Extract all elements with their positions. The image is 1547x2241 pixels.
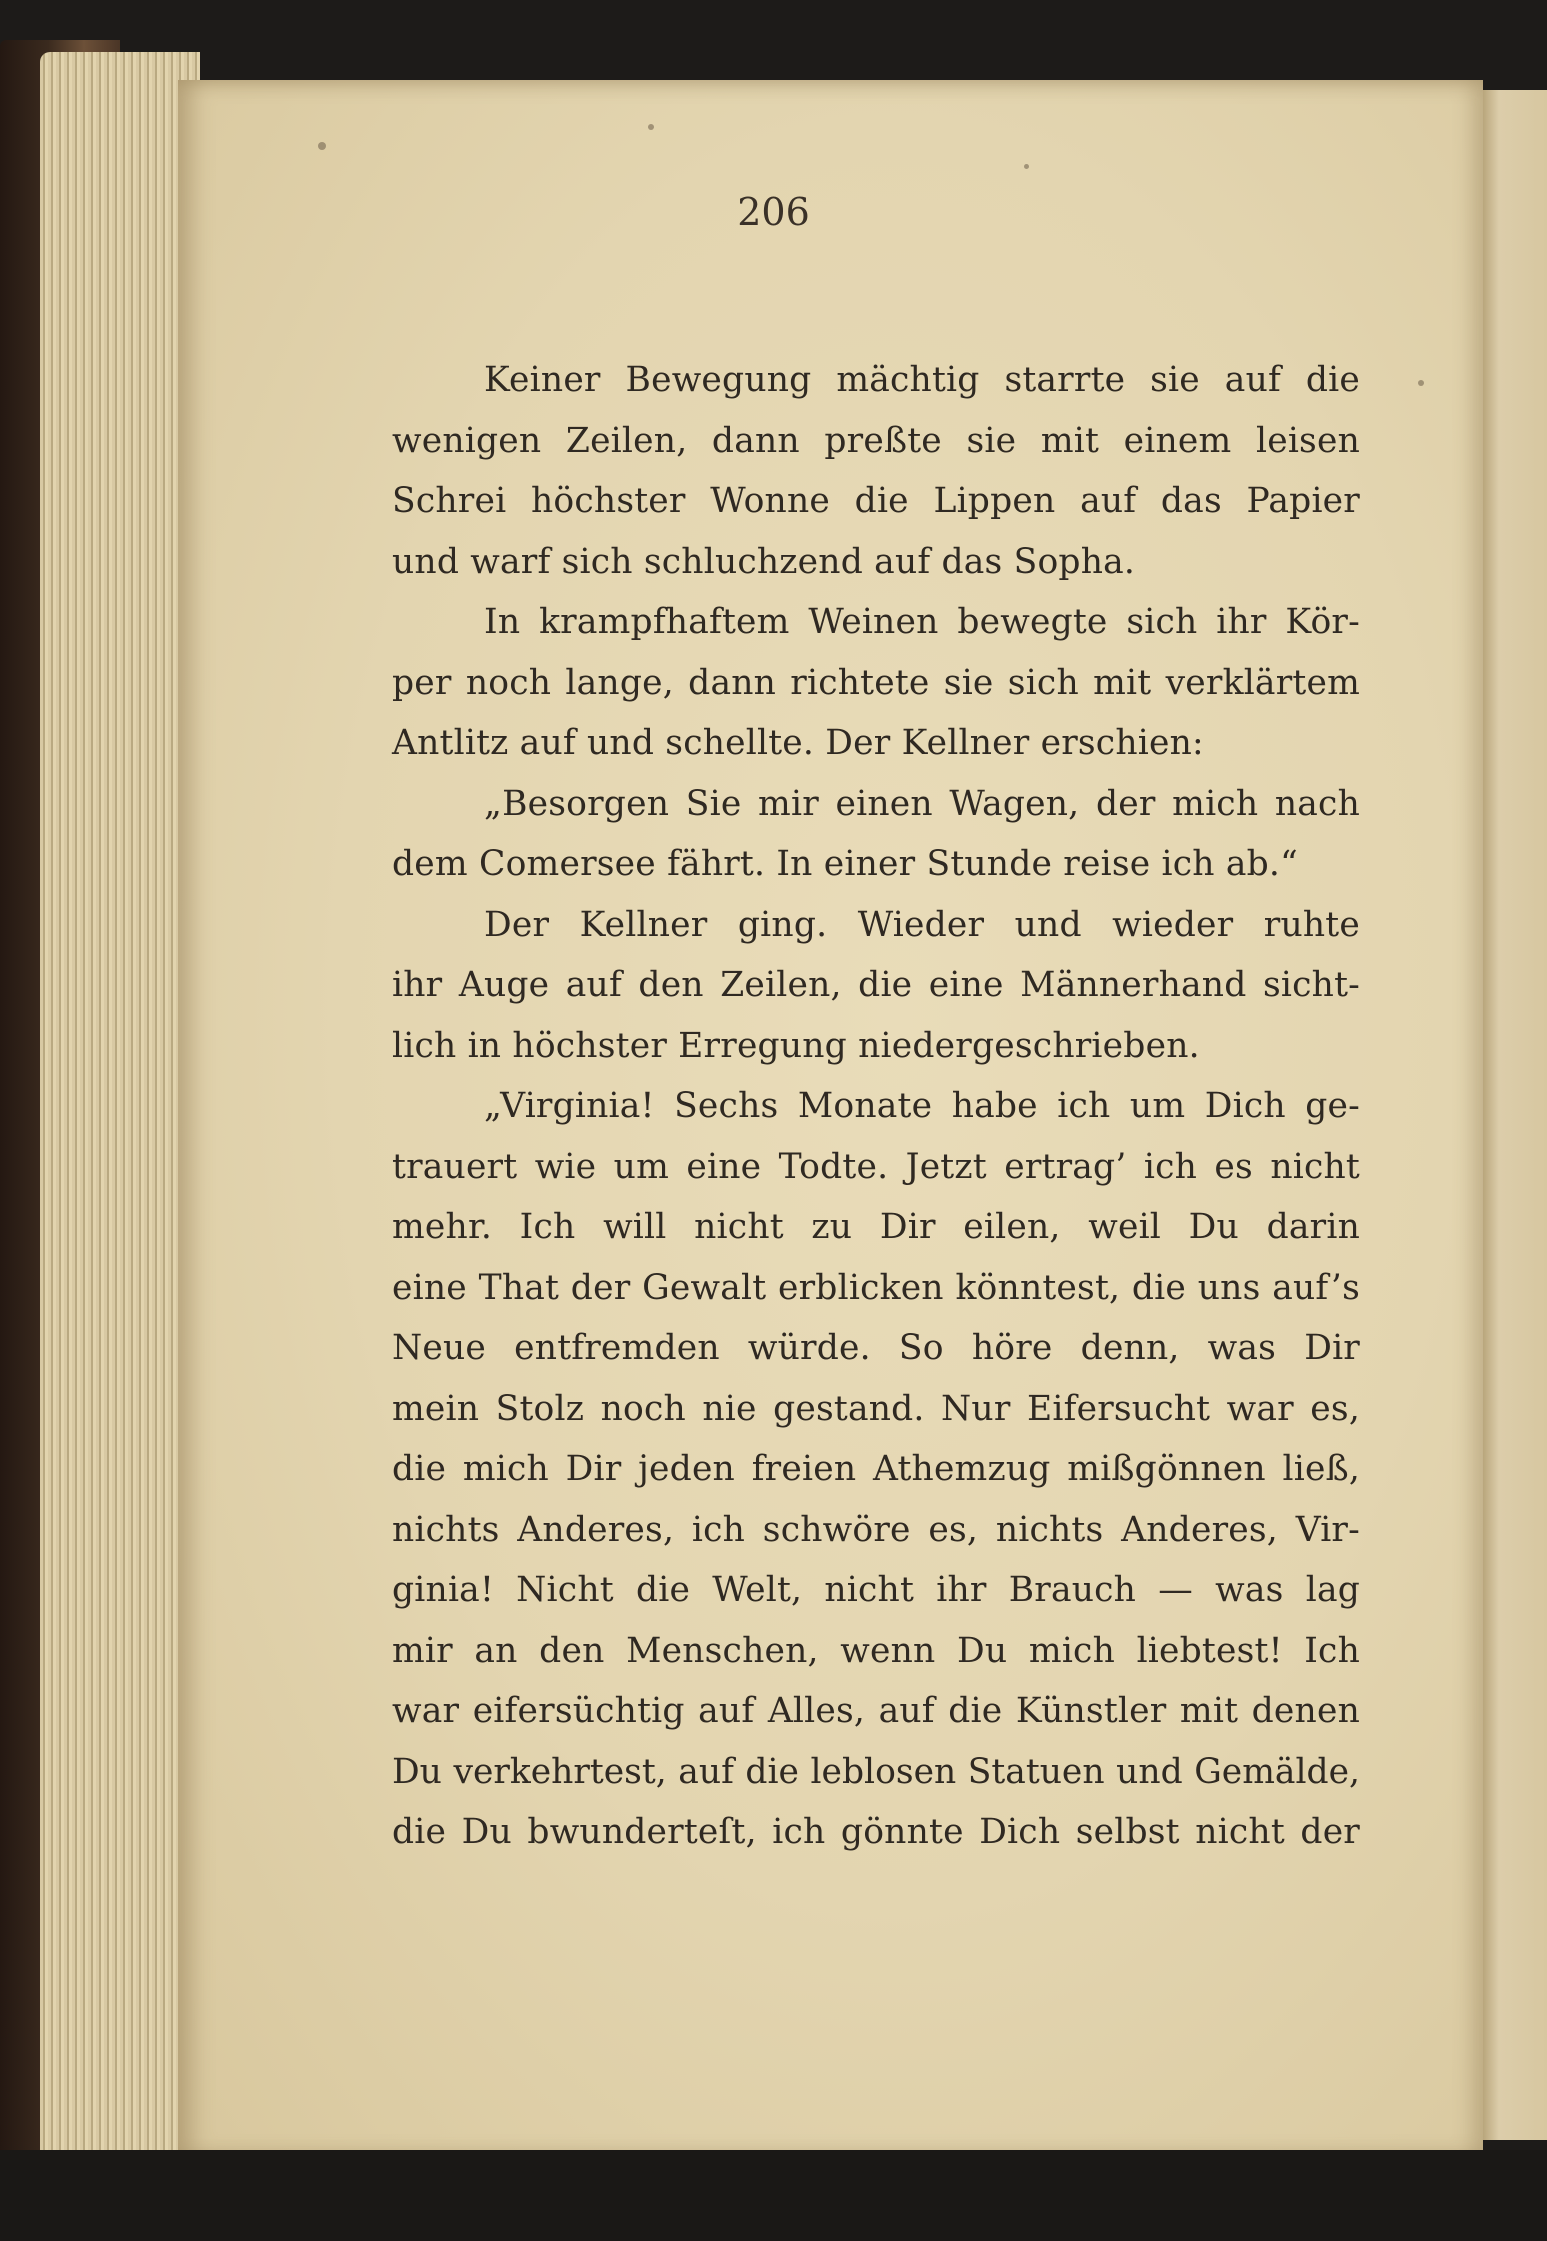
text-line: per noch lange, dann richtete sie sich mit verklärtem [392, 662, 1360, 703]
facing-page-edge [1483, 90, 1547, 2140]
text-line: wenigen Zeilen, dann preßte sie mit einem leisen [392, 420, 1360, 461]
text-line: mein Stolz noch nie gestand. Nur Eifersucht war es, [392, 1388, 1360, 1429]
text-line: Schrei höchster Wonne die Lippen auf das Papier [392, 481, 1360, 521]
text-line: ihr Auge auf den Zeilen, die eine Männerhand sicht- [392, 965, 1360, 1005]
text-line: Neue entfremden würde. So höre denn, was Dir [392, 1328, 1360, 1368]
text-line: „Besorgen Sie mir einen Wagen, der mich nach [484, 783, 1360, 824]
text-line: Antlitz auf und schellte. Der Kellner erschien: [392, 723, 1204, 763]
text-line: mehr. Ich will nicht zu Dir eilen, weil Du darin [392, 1207, 1360, 1247]
text-line: Keiner Bewegung mächtig starrte sie auf die [484, 360, 1360, 400]
text-line: eine That der Gewalt erblicken könntest, die uns auf’s [392, 1267, 1360, 1308]
paper-speck [1418, 380, 1424, 386]
page-number: 206 [737, 190, 810, 234]
text-line: war eifersüchtig auf Alles, auf die Künstler mit denen [392, 1691, 1360, 1731]
body-text [392, 350, 1360, 1863]
text-line: „Virginia! Sechs Monate habe ich um Dich ge- [484, 1086, 1360, 1126]
text-line: die Du bwunderteſt, ich gönnte Dich selbst nicht der [392, 1812, 1360, 1852]
text-line: ginia! Nicht die Welt, nicht ihr Brauch — was lag [392, 1570, 1360, 1610]
text-line: nichts Anderes, ich schwöre es, nichts Anderes, Vir- [392, 1509, 1360, 1550]
text-line: und warf sich schluchzend auf das Sopha. [392, 541, 1136, 582]
text-line: In krampfhaftem Weinen bewegte sich ihr Kör- [484, 602, 1360, 642]
text-line: Du verkehrtest, auf die leblosen Statuen und Gemälde, [392, 1751, 1360, 1792]
text-line: Der Kellner ging. Wieder und wieder ruhte [484, 904, 1360, 945]
paper-speck [1024, 164, 1029, 169]
text-line: die mich Dir jeden freien Athemzug mißgönnen ließ, [392, 1449, 1360, 1489]
text-line: lich in höchster Erregung niedergeschrieben. [392, 1025, 1200, 1066]
text-line: mir an den Menschen, wenn Du mich liebtest! Ich [392, 1630, 1360, 1671]
paper-speck [648, 124, 654, 130]
page-stack-edge [40, 52, 200, 2162]
text-line: dem Comersee fährt. In einer Stunde reise ich ab.“ [392, 844, 1298, 884]
paper-speck [318, 142, 326, 150]
background-surface [0, 2150, 1547, 2241]
text-line: trauert wie um eine Todte. Jetzt ertrag’ ich es nicht [392, 1146, 1360, 1187]
